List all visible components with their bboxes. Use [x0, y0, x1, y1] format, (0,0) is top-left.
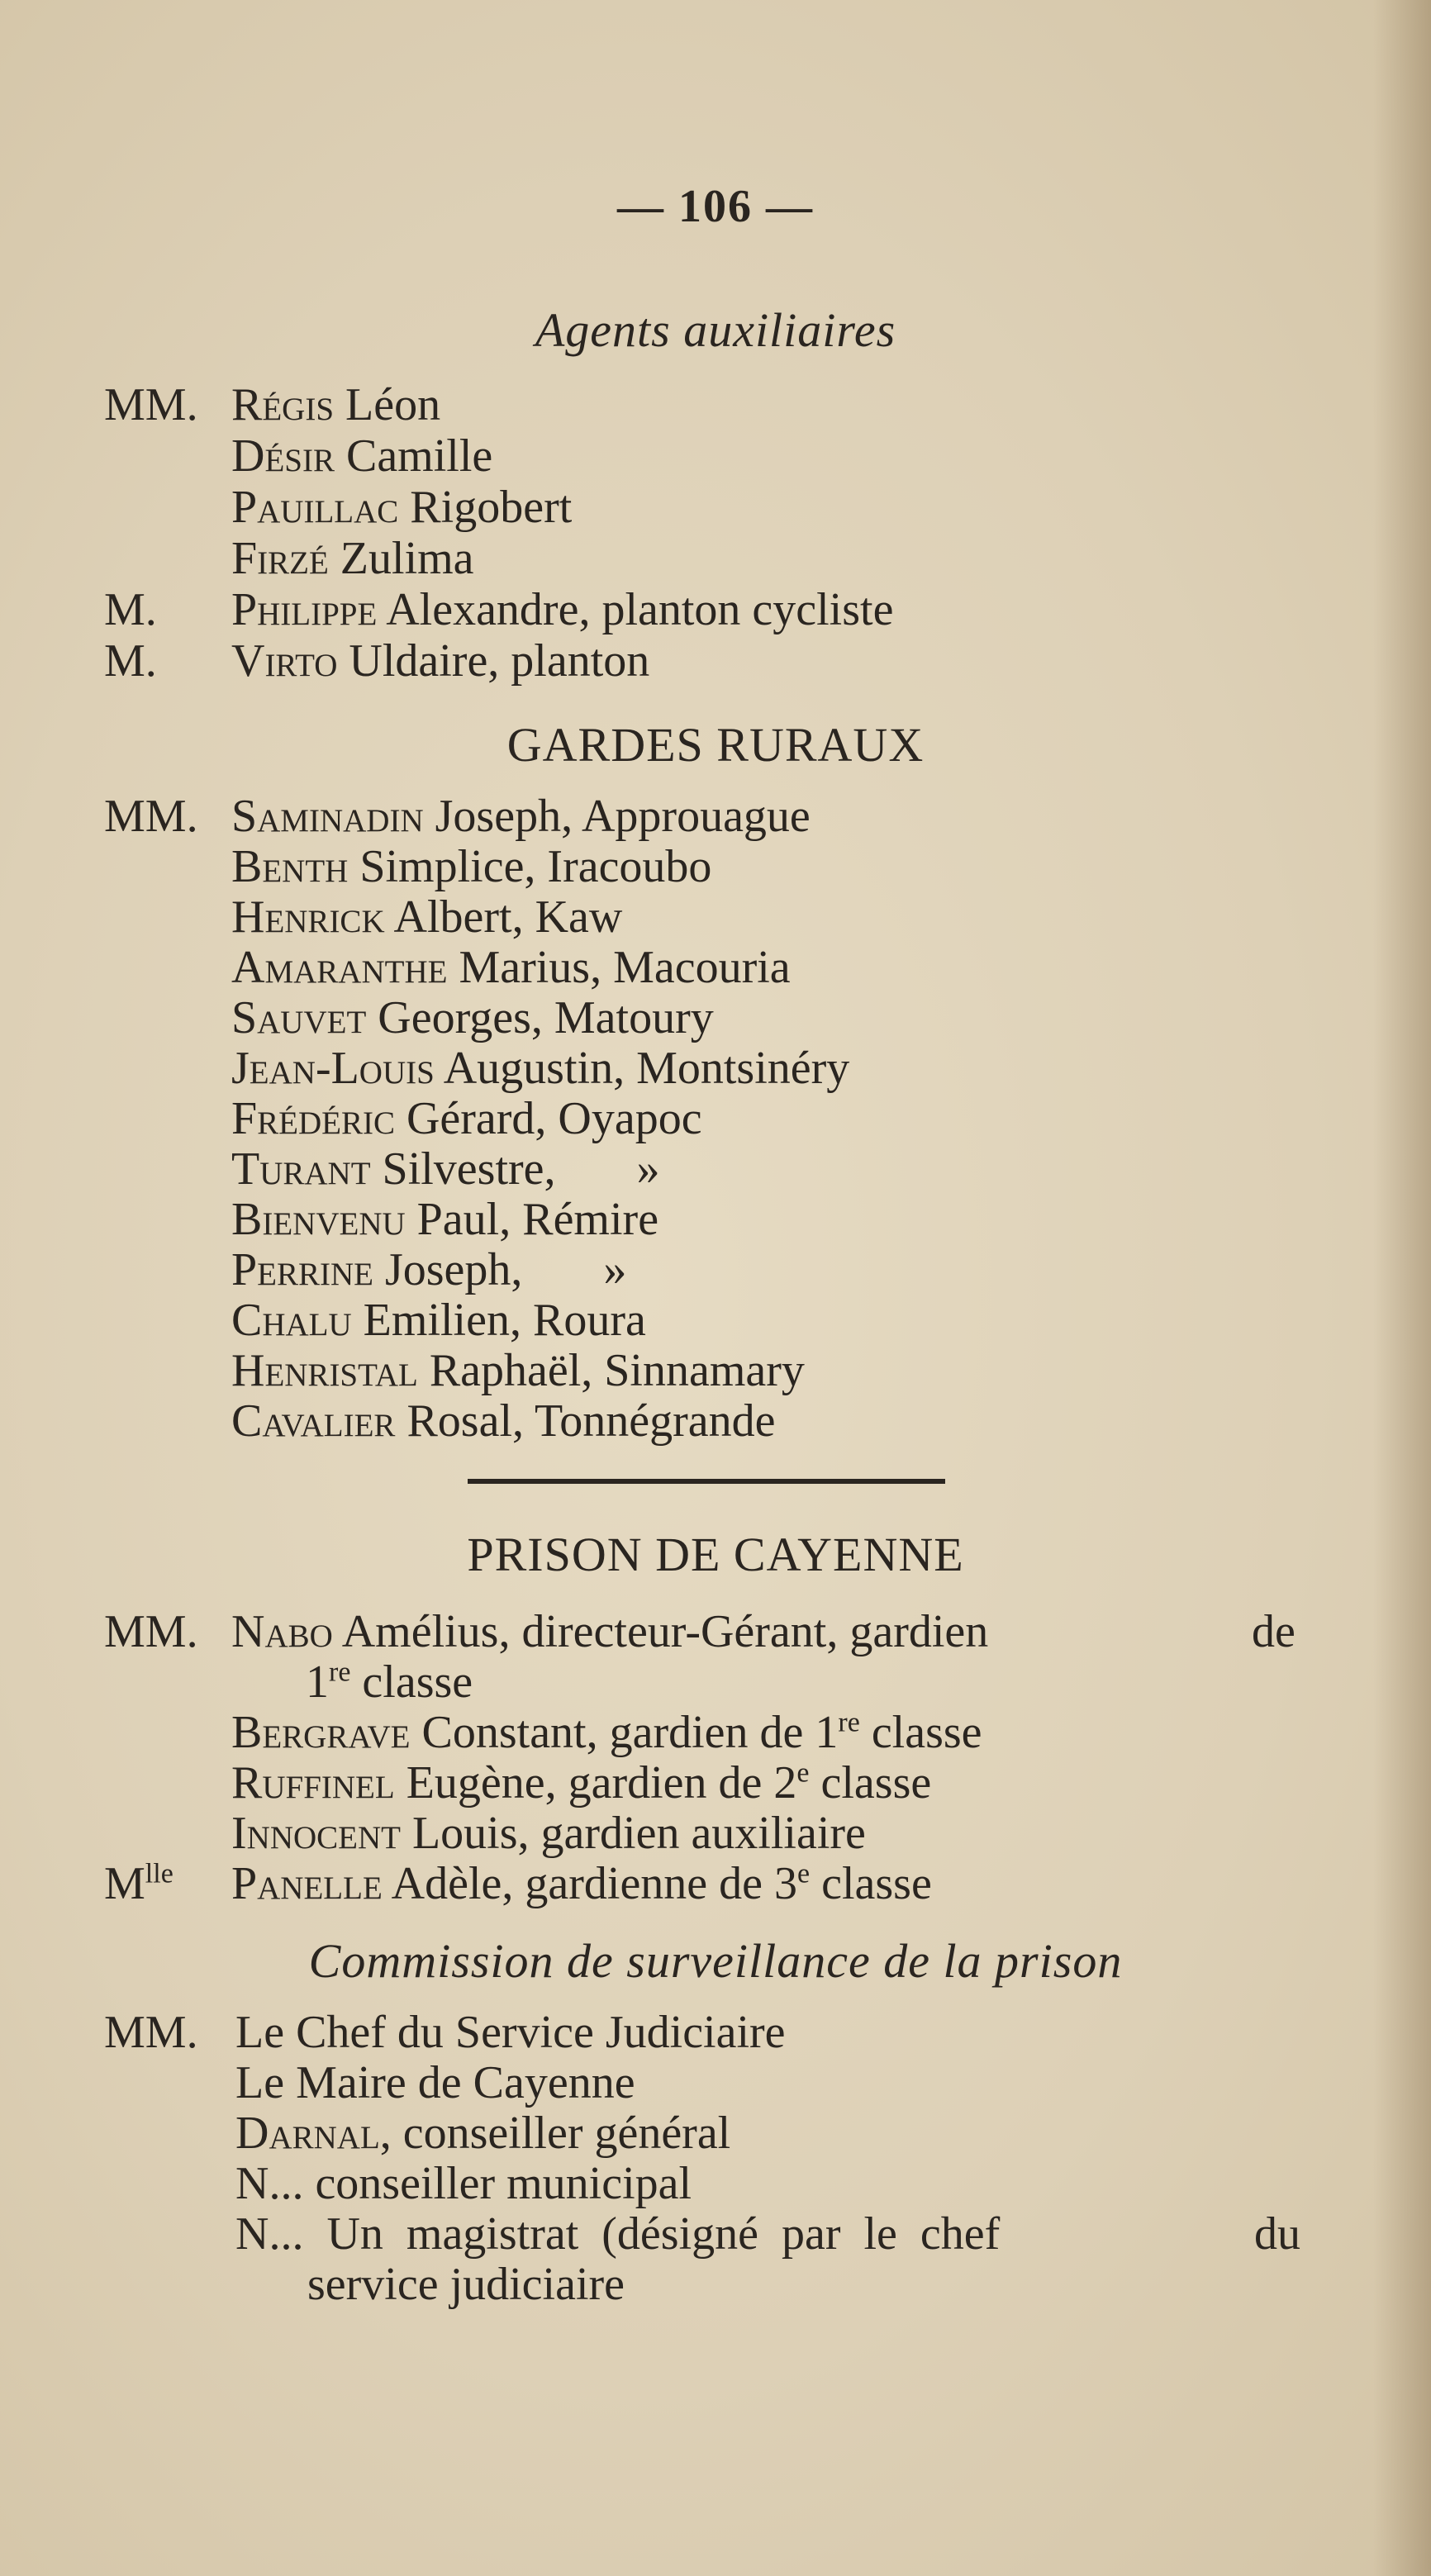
- prison-row-1-cont: 1re classe: [306, 1656, 473, 1708]
- prison-row-1: Nabo Amélius, directeur-Gérant, gardien: [231, 1606, 989, 1657]
- prison-row-2: Bergrave Constant, gardien de 1re classe: [231, 1707, 982, 1758]
- gardes-row-6: Jean-Louis Augustin, Montsinéry: [231, 1043, 850, 1094]
- gardes-row-1: Saminadin Joseph, Approuague: [231, 791, 811, 842]
- section-divider: [468, 1479, 945, 1484]
- agents-row-4: Firzé Zulima: [231, 533, 474, 584]
- gardes-row-9: Bienvenu Paul, Rémire: [231, 1194, 659, 1245]
- commission-row-5: N... Un magistrat (désigné par le chef: [235, 2208, 1001, 2260]
- prison-row-5: Panelle Adèle, gardienne de 3e classe: [231, 1858, 932, 1909]
- gardes-row-10: Perrine Joseph, »: [231, 1244, 627, 1295]
- commission-row-4: N... conseiller municipal: [235, 2158, 692, 2209]
- gardes-row-8: Turant Silvestre, »: [231, 1143, 660, 1195]
- gardes-row-2: Benth Simplice, Iracoubo: [231, 841, 712, 892]
- agents-row-2: Désir Camille: [231, 430, 493, 482]
- commission-row-1: Le Chef du Service Judiciaire: [235, 2007, 786, 2058]
- agents-title: Agents auxiliaires: [535, 303, 896, 357]
- agents-row-3: Pauillac Rigobert: [231, 482, 573, 533]
- commission-row-2: Le Maire de Cayenne: [235, 2057, 635, 2108]
- commission-prefix-mm: MM.: [104, 2007, 198, 2058]
- agents-prefix-m-1: M.: [104, 584, 157, 635]
- commission-row-5-end: du: [1254, 2208, 1300, 2260]
- commission-row-3: Darnal, conseiller général: [235, 2108, 731, 2159]
- prison-row-3: Ruffinel Eugène, gardien de 2e classe: [231, 1757, 932, 1808]
- prison-row-1-end: de: [1252, 1606, 1296, 1657]
- gardes-row-12: Henristal Raphaël, Sinnamary: [231, 1345, 805, 1396]
- gardes-row-11: Chalu Emilien, Roura: [231, 1295, 646, 1346]
- gardes-row-13: Cavalier Rosal, Tonnégrande: [231, 1395, 776, 1447]
- gardes-row-4: Amaranthe Marius, Macouria: [231, 942, 791, 993]
- agents-row-1: Régis Léon: [231, 379, 441, 430]
- agents-prefix-m-2: M.: [104, 635, 157, 687]
- agents-row-5: Philippe Alexandre, planton cycliste: [231, 584, 894, 635]
- prison-row-4: Innocent Louis, gardien auxiliaire: [231, 1808, 866, 1859]
- gardes-title: GARDES RURAUX: [506, 718, 925, 772]
- gardes-row-7: Frédéric Gérard, Oyapoc: [231, 1093, 702, 1144]
- agents-row-6: Virto Uldaire, planton: [231, 635, 650, 687]
- agents-prefix-mm: MM.: [104, 379, 198, 430]
- gardes-prefix-mm: MM.: [104, 791, 198, 842]
- gardes-row-3: Henrick Albert, Kaw: [231, 891, 623, 943]
- gardes-row-5: Sauvet Georges, Matoury: [231, 992, 714, 1043]
- commission-title: Commission de surveillance de la prison: [308, 1934, 1123, 1988]
- prison-prefix-mlle: $M^{lle}$: [104, 1858, 174, 1909]
- prison-prefix-mm: MM.: [104, 1606, 198, 1657]
- page-number: — 106 —: [617, 181, 814, 232]
- commission-row-5-cont: service judiciaire: [307, 2259, 625, 2310]
- prison-title: PRISON DE CAYENNE: [467, 1528, 964, 1581]
